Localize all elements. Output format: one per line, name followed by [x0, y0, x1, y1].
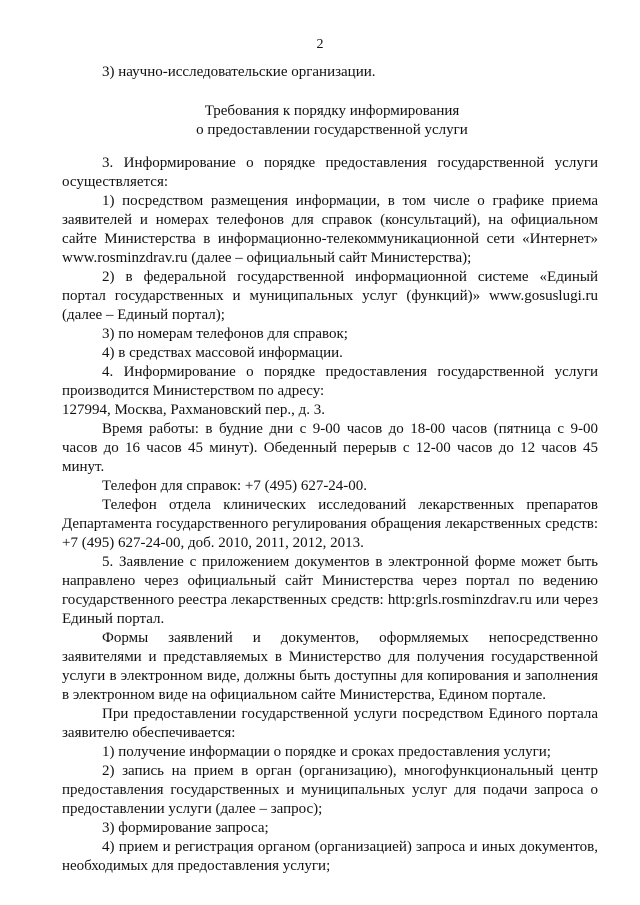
portal-subitem-4: 4) прием и регистрация органом (организацией) запроса и иных документов, необходимых для предоставления услуги; — [62, 839, 598, 874]
portal-subitem-1: 1) получение информации о порядке и сроках предоставления услуги; — [102, 744, 551, 760]
paragraph-subitem-2: 2) в федеральной государственной информационной системе «Единый портал государственных и муниципальных услуг (функций)» www.gosuslugi.ru (далее – Единый портал); — [62, 269, 598, 323]
page-number: 2 — [316, 37, 324, 52]
paragraph-item-4: 4. Информирование о порядке предоставления государственной услуги производится Министерством по адресу: — [62, 364, 598, 399]
forms-paragraph: Формы заявлений и документов, оформляемых непосредственно заявителями и представляемых в Министерство для получения государственной услуги в электронном виде, должны быть доступны для копирования и заполнения в электронном виде на официальном сайте Министерства, Едином портале. — [62, 630, 598, 703]
reference-phone-paragraph: Телефон для справок: +7 (495) 627-24-00. — [102, 478, 368, 494]
section-heading-line: о предоставлении государственной услуги — [196, 122, 468, 138]
section-heading-line: Требования к порядку информирования — [204, 103, 460, 119]
portal-subitem-2: 2) запись на прием в орган (организацию), многофункциональный центр предоставления государственных и муниципальных услуг для подачи запроса о предоставлении услуги (далее – запрос); — [62, 763, 598, 817]
paragraph-subitem-4: 4) в средствах массовой информации. — [102, 345, 343, 361]
paragraph-subitem-3: 3) по номерам телефонов для справок; — [102, 326, 348, 342]
document-body — [62, 154, 598, 876]
single-portal-paragraph: При предоставлении государственной услуги посредством Единого портала заявителю обеспечивается: — [62, 706, 598, 741]
paragraph-item-5: 5. Заявление с приложением документов в электронной форме может быть направлено через официальный сайт Министерства через портал по ведению государственного реестра лекарственных средств: http:grls.rosminzdrav.ru или через Единый портал. — [62, 554, 598, 627]
paragraph-subitem-1: 1) посредством размещения информации, в том числе о графике приема заявителей и номерах телефонов для справок (консультаций), на официальном сайте Министерства в информационно-телекоммуникационной сети «Интернет» www.rosminzdrav.ru (далее – официальный сайт Министерства); — [62, 193, 598, 266]
list-item-research-organizations: 3) научно-исследовательские организации. — [102, 64, 376, 80]
paragraph-item-3: 3. Информирование о порядке предоставления государственной услуги осуществляется: — [62, 155, 598, 190]
department-phone-paragraph: Телефон отдела клинических исследований лекарственных препаратов Департамента государственного регулирования обращения лекарственных средств: +7 (495) 627-24-00, доб. 2010, 2011, 2012, 2013. — [62, 497, 598, 551]
section-heading — [62, 102, 602, 140]
address-line: 127994, Москва, Рахмановский пер., д. 3. — [62, 402, 325, 418]
working-hours-paragraph: Время работы: в будние дни с 9-00 часов до 18-00 часов (пятница с 9-00 часов до 16 часов 45 минут). Обеденный перерыв с 12-00 часов до 12 часов 45 минут. — [62, 421, 598, 475]
portal-subitem-3: 3) формирование запроса; — [102, 820, 269, 836]
